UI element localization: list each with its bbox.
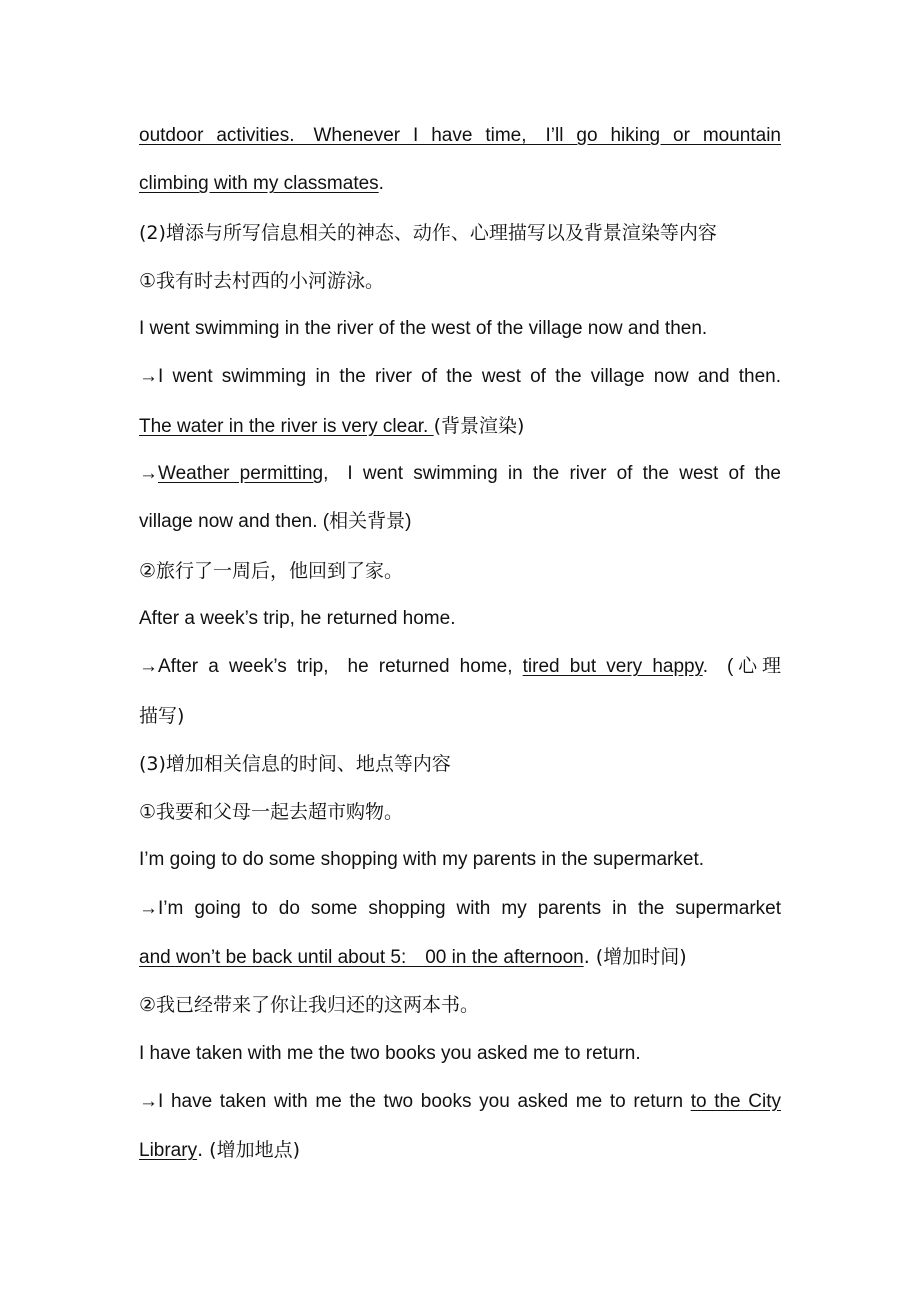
underlined-phrase: tired but very happy <box>522 656 703 678</box>
underlined-phrase: The water in the river is very clear. <box>139 415 434 437</box>
example-improved <box>139 643 781 691</box>
item-number: ② <box>139 559 157 582</box>
underlined-phrase: to the City <box>690 1090 781 1112</box>
chinese-sentence: 我要和父母一起去超市购物。 <box>156 801 404 824</box>
example-improved-cont <box>139 692 781 740</box>
example-chinese <box>139 257 781 305</box>
text-run: → <box>139 463 158 485</box>
text-line <box>139 112 781 160</box>
item-number: ① <box>139 269 157 292</box>
annotation: 描写) <box>139 704 185 727</box>
item-number: ① <box>139 801 157 824</box>
example-english <box>139 305 781 353</box>
text-run: , I went swimming in the river of the west of the <box>323 463 781 485</box>
english-sentence: After a week’s trip, he returned home. <box>139 607 456 629</box>
example-improved-cont <box>139 498 781 546</box>
example-chinese <box>139 981 781 1029</box>
document-body <box>139 112 781 1175</box>
english-sentence: I have taken with me the two books you asked me to return. <box>139 1042 641 1064</box>
annotation: (背景渲染) <box>433 414 525 437</box>
example-chinese <box>139 547 781 595</box>
underlined-phrase: outdoor activities. Whenever I have time, I’ll go hiking or mountain <box>139 125 781 146</box>
text-run: village now and then. (相关背景) <box>139 511 412 533</box>
chinese-sentence: 我有时去村西的小河游泳。 <box>156 269 385 292</box>
underlined-phrase: climbing with my classmates <box>139 173 379 195</box>
english-sentence: I’m going to do some shopping with my parents in the supermarket. <box>139 849 705 871</box>
annotation: . (增加时间) <box>583 946 687 969</box>
example-english <box>139 1030 781 1078</box>
chinese-sentence: 旅行了一周后，他回到了家。 <box>156 559 404 582</box>
text-line <box>139 160 781 208</box>
improved-sentence: →I’m going to do some shopping with my parents in the supermarket <box>139 897 781 919</box>
improved-sentence: →I went swimming in the river of the west of the village now and then. <box>139 366 781 388</box>
annotation: . (增加地点) <box>197 1139 300 1162</box>
underlined-phrase: Library <box>139 1140 198 1162</box>
text-run: . (心理 <box>702 656 782 678</box>
example-chinese <box>139 788 781 836</box>
text-run: →I have taken with me the two books you asked me to return <box>139 1090 691 1112</box>
chinese-sentence: 我已经带来了你让我归还的这两本书。 <box>156 994 480 1017</box>
text-run: →After a week’s trip, he returned home, <box>139 656 523 678</box>
underlined-phrase: Weather permitting <box>158 463 324 485</box>
section-heading <box>139 209 781 257</box>
english-sentence: I went swimming in the river of the west of the village now and then. <box>139 318 708 340</box>
example-improved <box>139 885 781 933</box>
example-improved <box>139 450 781 498</box>
example-improved <box>139 1078 781 1126</box>
example-english <box>139 595 781 643</box>
item-number: ② <box>139 994 157 1017</box>
section-heading <box>139 740 781 788</box>
text-run: . <box>378 173 384 195</box>
example-improved-cont <box>139 933 781 981</box>
example-improved-cont <box>139 402 781 450</box>
example-improved-cont <box>139 1126 781 1174</box>
underlined-phrase: and won’t be back until about 5: 00 in the afternoon <box>139 947 584 969</box>
section-heading-text: (3)增加相关信息的时间、地点等内容 <box>139 752 451 775</box>
section-heading-text: (2)增添与所写信息相关的神态、动作、心理描写以及背景渲染等内容 <box>139 221 717 244</box>
example-english <box>139 836 781 884</box>
example-improved <box>139 353 781 401</box>
